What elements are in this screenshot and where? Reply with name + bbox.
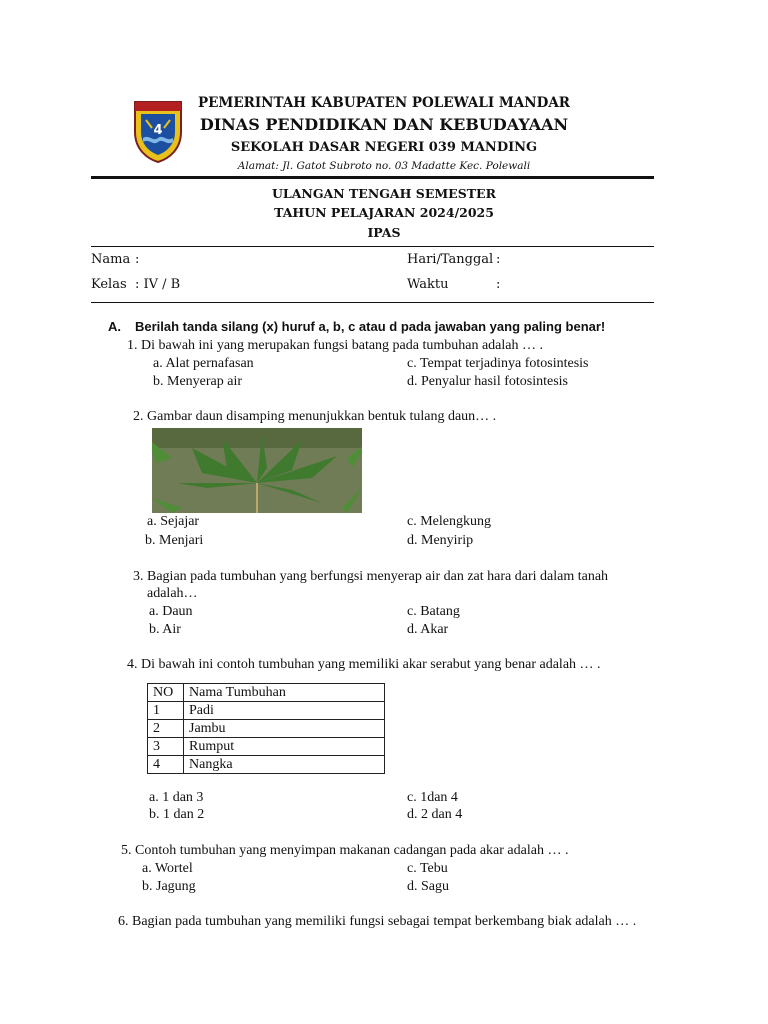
name-colon: : [135, 252, 140, 267]
q3-option-d[interactable]: d. Akar [407, 622, 449, 637]
gov-title: PEMERINTAH KABUPATEN POLEWALI MANDAR [197, 95, 571, 111]
table-row [148, 738, 385, 756]
header-divider [91, 176, 654, 179]
q1-option-d[interactable]: d. Penyalur hasil fotosintesis [407, 374, 568, 389]
q1-option-a[interactable]: a. Alat pernafasan [153, 356, 254, 371]
time-label: Waktu [407, 277, 449, 292]
table-header-no: NO [148, 684, 184, 702]
plant-table [147, 683, 385, 774]
q4-option-b[interactable]: b. 1 dan 2 [149, 807, 205, 822]
svg-text:4: 4 [153, 123, 163, 138]
q2-option-d[interactable]: d. Menyirip [407, 533, 474, 548]
question-4: 4. Di bawah ini contoh tumbuhan yang memiliki akar serabut yang benar adalah … . [127, 657, 601, 672]
question-2: 2. Gambar daun disamping menunjukkan bentuk tulang daun… . [133, 409, 497, 424]
class-label: Kelas [91, 277, 127, 292]
section-letter: A. [108, 319, 121, 334]
day-label: Hari/Tanggal [407, 252, 494, 267]
exam-subject: IPAS [367, 225, 401, 240]
q5-option-b[interactable]: b. Jagung [142, 879, 196, 894]
q4-option-d[interactable]: d. 2 dan 4 [407, 807, 463, 822]
dept-title: DINAS PENDIDIKAN DAN KEBUDAYAAN [199, 115, 569, 134]
day-colon: : [496, 252, 501, 267]
q3-option-a[interactable]: a. Daun [149, 604, 193, 619]
q2-option-c[interactable]: c. Melengkung [407, 514, 491, 529]
q5-option-a[interactable]: a. Wortel [142, 861, 193, 876]
question-5: 5. Contoh tumbuhan yang menyimpan makanan cadangan pada akar adalah … . [121, 843, 569, 858]
table-row [148, 756, 385, 774]
section-instruction: Berilah tanda silang (x) huruf a, b, c atau d pada jawaban yang paling benar! [135, 319, 606, 334]
table-cell-name: Jambu [184, 720, 385, 738]
table-cell-no: 1 [148, 702, 184, 720]
school-address: Alamat: Jl. Gatot Subroto no. 03 Madatte Kec. Polewali [237, 160, 531, 172]
table-cell-no: 2 [148, 720, 184, 738]
q2-option-b[interactable]: b. Menjari [145, 533, 204, 548]
q1-option-b[interactable]: b. Menyerap air [153, 374, 243, 389]
q3-option-c[interactable]: c. Batang [407, 604, 460, 619]
question-1: 1. Di bawah ini yang merupakan fungsi batang pada tumbuhan adalah … . [127, 338, 543, 353]
table-cell-name: Nangka [184, 756, 385, 774]
q5-option-d[interactable]: d. Sagu [407, 879, 449, 894]
question-6: 6. Bagian pada tumbuhan yang memiliki fungsi sebagai tempat berkembang biak adalah … . [118, 914, 637, 929]
q1-option-c[interactable]: c. Tempat terjadinya fotosintesis [407, 356, 589, 371]
identity-bottom-divider [91, 302, 654, 303]
table-cell-name: Rumput [184, 738, 385, 756]
table-cell-name: Padi [184, 702, 385, 720]
table-header-name: Nama Tumbuhan [184, 684, 385, 702]
table-row [148, 720, 385, 738]
leaf-photo [152, 428, 362, 513]
table-row [148, 702, 385, 720]
time-colon: : [496, 277, 501, 292]
q5-option-c[interactable]: c. Tebu [407, 861, 448, 876]
school-title: SEKOLAH DASAR NEGERI 039 MANDING [230, 140, 538, 155]
question-3: 3. Bagian pada tumbuhan yang berfungsi menyerap air dan zat hara dari dalam tanah [133, 569, 609, 584]
identity-top-divider [91, 246, 654, 247]
class-value: : IV / B [135, 277, 181, 292]
name-label: Nama [91, 252, 131, 267]
q3-option-b[interactable]: b. Air [149, 622, 181, 637]
table-header-row [148, 684, 385, 702]
table-cell-no: 3 [148, 738, 184, 756]
exam-title: ULANGAN TENGAH SEMESTER [272, 186, 496, 201]
q4-option-c[interactable]: c. 1dan 4 [407, 790, 458, 805]
q2-option-a[interactable]: a. Sejajar [147, 514, 200, 529]
exam-year: TAHUN PELAJARAN 2024/2025 [274, 205, 494, 220]
question-3-cont: adalah… [147, 586, 198, 601]
table-cell-no: 4 [148, 756, 184, 774]
q4-option-a[interactable]: a. 1 dan 3 [149, 790, 204, 805]
